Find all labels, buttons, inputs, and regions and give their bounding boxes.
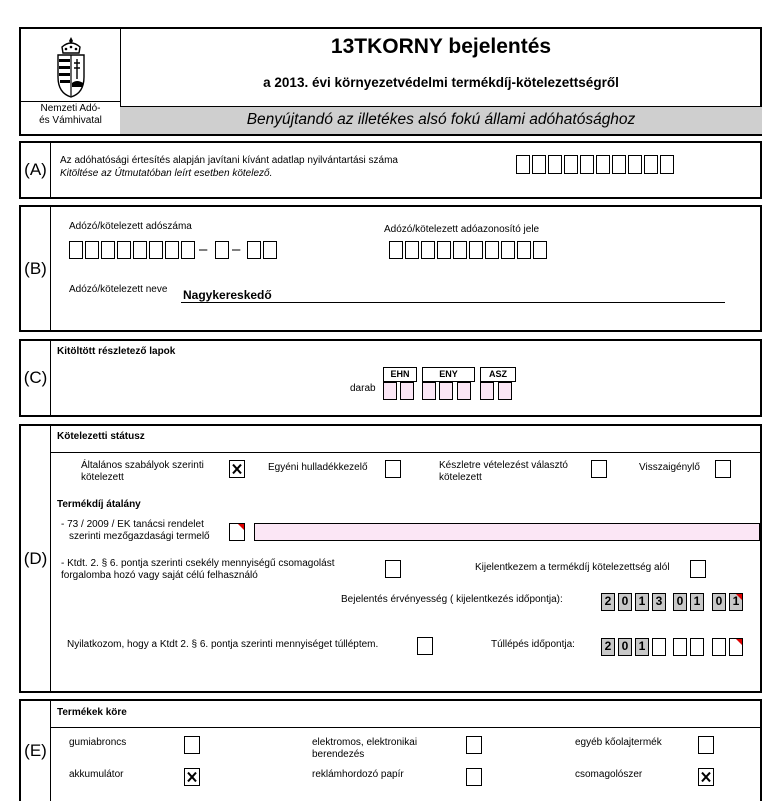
ktdt-checkbox[interactable] xyxy=(385,560,401,578)
tax-number-label: Adózó/kötelezett adószáma xyxy=(69,221,192,232)
authority-name-line1: Nemzeti Adó- xyxy=(40,103,101,114)
other-oil-checkbox[interactable] xyxy=(698,736,714,754)
flat-fee-title: Termékdíj átalány xyxy=(57,499,141,510)
authority-cell xyxy=(21,29,121,134)
electronic-label-2: berendezés xyxy=(312,749,365,760)
col-eny: ENY xyxy=(422,367,475,382)
darab-label: darab xyxy=(350,383,376,394)
general-rules-label-1: Általános szabályok szerinti xyxy=(81,460,204,471)
reclaimer-checkbox[interactable] xyxy=(715,460,731,478)
battery-checkbox[interactable] xyxy=(184,768,200,786)
taxpayer-name-label: Adózó/kötelezett neve xyxy=(69,284,168,295)
dash-1: – xyxy=(199,241,208,258)
regulation-input[interactable] xyxy=(254,523,760,541)
tyre-label: gumiabroncs xyxy=(69,737,127,748)
divider xyxy=(51,727,762,728)
section-e-title: Termékek köre xyxy=(57,707,127,718)
general-rules-label-2: kötelezett xyxy=(81,472,124,483)
section-a-label: (A) xyxy=(21,143,51,197)
col-asz: ASZ xyxy=(480,367,516,382)
header-box xyxy=(19,27,762,136)
ktdt-label-2: forgalomba hozó vagy saját célú felhasználó xyxy=(61,570,258,581)
col-ehn: EHN xyxy=(383,367,417,382)
section-d-label: (D) xyxy=(21,426,51,691)
ad-paper-checkbox[interactable] xyxy=(466,768,482,786)
section-a xyxy=(19,141,762,199)
stock-buy-label-1: Készletre vételezést választó xyxy=(439,460,568,471)
section-e xyxy=(19,699,762,801)
taxpayer-name-value[interactable]: Nagykereskedő xyxy=(183,288,272,302)
electronic-checkbox[interactable] xyxy=(466,736,482,754)
stock-buy-label-2: kötelezett xyxy=(439,472,482,483)
declaration-label: Nyilatkozom, hogy a Ktdt 2. § 6. pontja szerinti mennyiséget túlléptem. xyxy=(67,639,379,650)
deregister-checkbox[interactable] xyxy=(690,560,706,578)
battery-label: akkumulátor xyxy=(69,769,124,780)
form-title: 13TKORNY bejelentés xyxy=(330,35,552,58)
authority-name-line2: és Vámhivatal xyxy=(39,115,102,126)
validity-label: Bejelentés érvényesség ( kijelentkezés időpontja): xyxy=(341,594,563,605)
other-oil-label: egyéb kőolajtermék xyxy=(575,737,662,748)
form-subtitle: a 2013. évi környezetvédelmi termékdíj-kötelezettségről xyxy=(263,75,619,90)
section-e-label: (E) xyxy=(21,701,51,801)
declaration-checkbox[interactable] xyxy=(417,637,433,655)
reclaimer-label: Visszaigénylő xyxy=(639,462,700,473)
regulation-label-2: szerinti mezőgazdasági termelő xyxy=(69,531,210,542)
section-d-title: Kötelezetti státusz xyxy=(57,431,145,442)
dash-2: – xyxy=(232,241,241,258)
packaging-checkbox[interactable] xyxy=(698,768,714,786)
section-b-label: (B) xyxy=(21,207,51,330)
section-c-label: (C) xyxy=(21,341,51,415)
ktdt-label-1: - Ktdt. 2. § 6. pontja szerinti csekély mennyiségű csomagolást xyxy=(61,558,335,569)
divider xyxy=(51,452,762,453)
electronic-label-1: elektromos, elektronikai xyxy=(312,737,418,748)
section-c-title: Kitöltött részletező lapok xyxy=(57,346,176,357)
packaging-label: csomagolószer xyxy=(575,769,643,780)
stock-buy-checkbox[interactable] xyxy=(591,460,607,478)
tyre-checkbox[interactable] xyxy=(184,736,200,754)
taxpayer-name-underline xyxy=(181,302,725,303)
hungarian-coat-of-arms-icon xyxy=(54,35,88,99)
divider xyxy=(21,101,120,102)
individual-waste-checkbox[interactable] xyxy=(385,460,401,478)
tax-id-label: Adózó/kötelezett adóazonosító jele xyxy=(384,224,540,235)
submit-note xyxy=(120,106,762,134)
submit-note-text: Benyújtandó az illetékes alsó fokú állami adóhatósághoz xyxy=(246,111,636,128)
correction-number-label: Az adóhatósági értesítés alapján javítani kívánt adatlap nyilvántartási száma xyxy=(60,155,398,166)
correction-number-note: Kitöltése az Útmutatóban leírt esetben kötelező. xyxy=(60,168,273,179)
deregister-label: Kijelentkezem a termékdíj kötelezettség alól xyxy=(475,562,670,573)
regulation-label-1: - 73 / 2009 / EK tanácsi rendelet xyxy=(61,519,204,530)
section-c xyxy=(19,339,762,417)
section-b xyxy=(19,205,762,332)
regulation-checkbox[interactable] xyxy=(229,523,245,541)
ad-paper-label: reklámhordozó papír xyxy=(312,769,404,780)
individual-waste-label: Egyéni hulladékkezelő xyxy=(268,462,368,473)
section-d: (D) Kötelezetti státusz Általános szabályok szerinti kötelezett Egyéni hulladékkezelő Készletre vételezést választó kötelezett Visszaigénylő Termékdíj átalány - 73 / 2009 / EK tanácsi rendelet szerinti mezőgazdasági termelő - Ktdt. 2. § 6. pontja szerinti csekély mennyiségű csomagolást forgalomba hozó vagy saját célú felhasználó Kijelentkezem a termékdíj kötelezettség alól Bejelentés érvényesség ( kijelentkezés időpontja): 2 0 1 3 0 1 0 1 Nyilatkozom, hogy a Ktdt 2. § 6. pontja szerinti mennyiséget túlléptem. Túllépés időpontja: 2 0 1 xyxy=(19,424,762,693)
exceed-date-label: Túllépés időpontja: xyxy=(491,639,575,650)
general-rules-checkbox[interactable] xyxy=(229,460,245,478)
